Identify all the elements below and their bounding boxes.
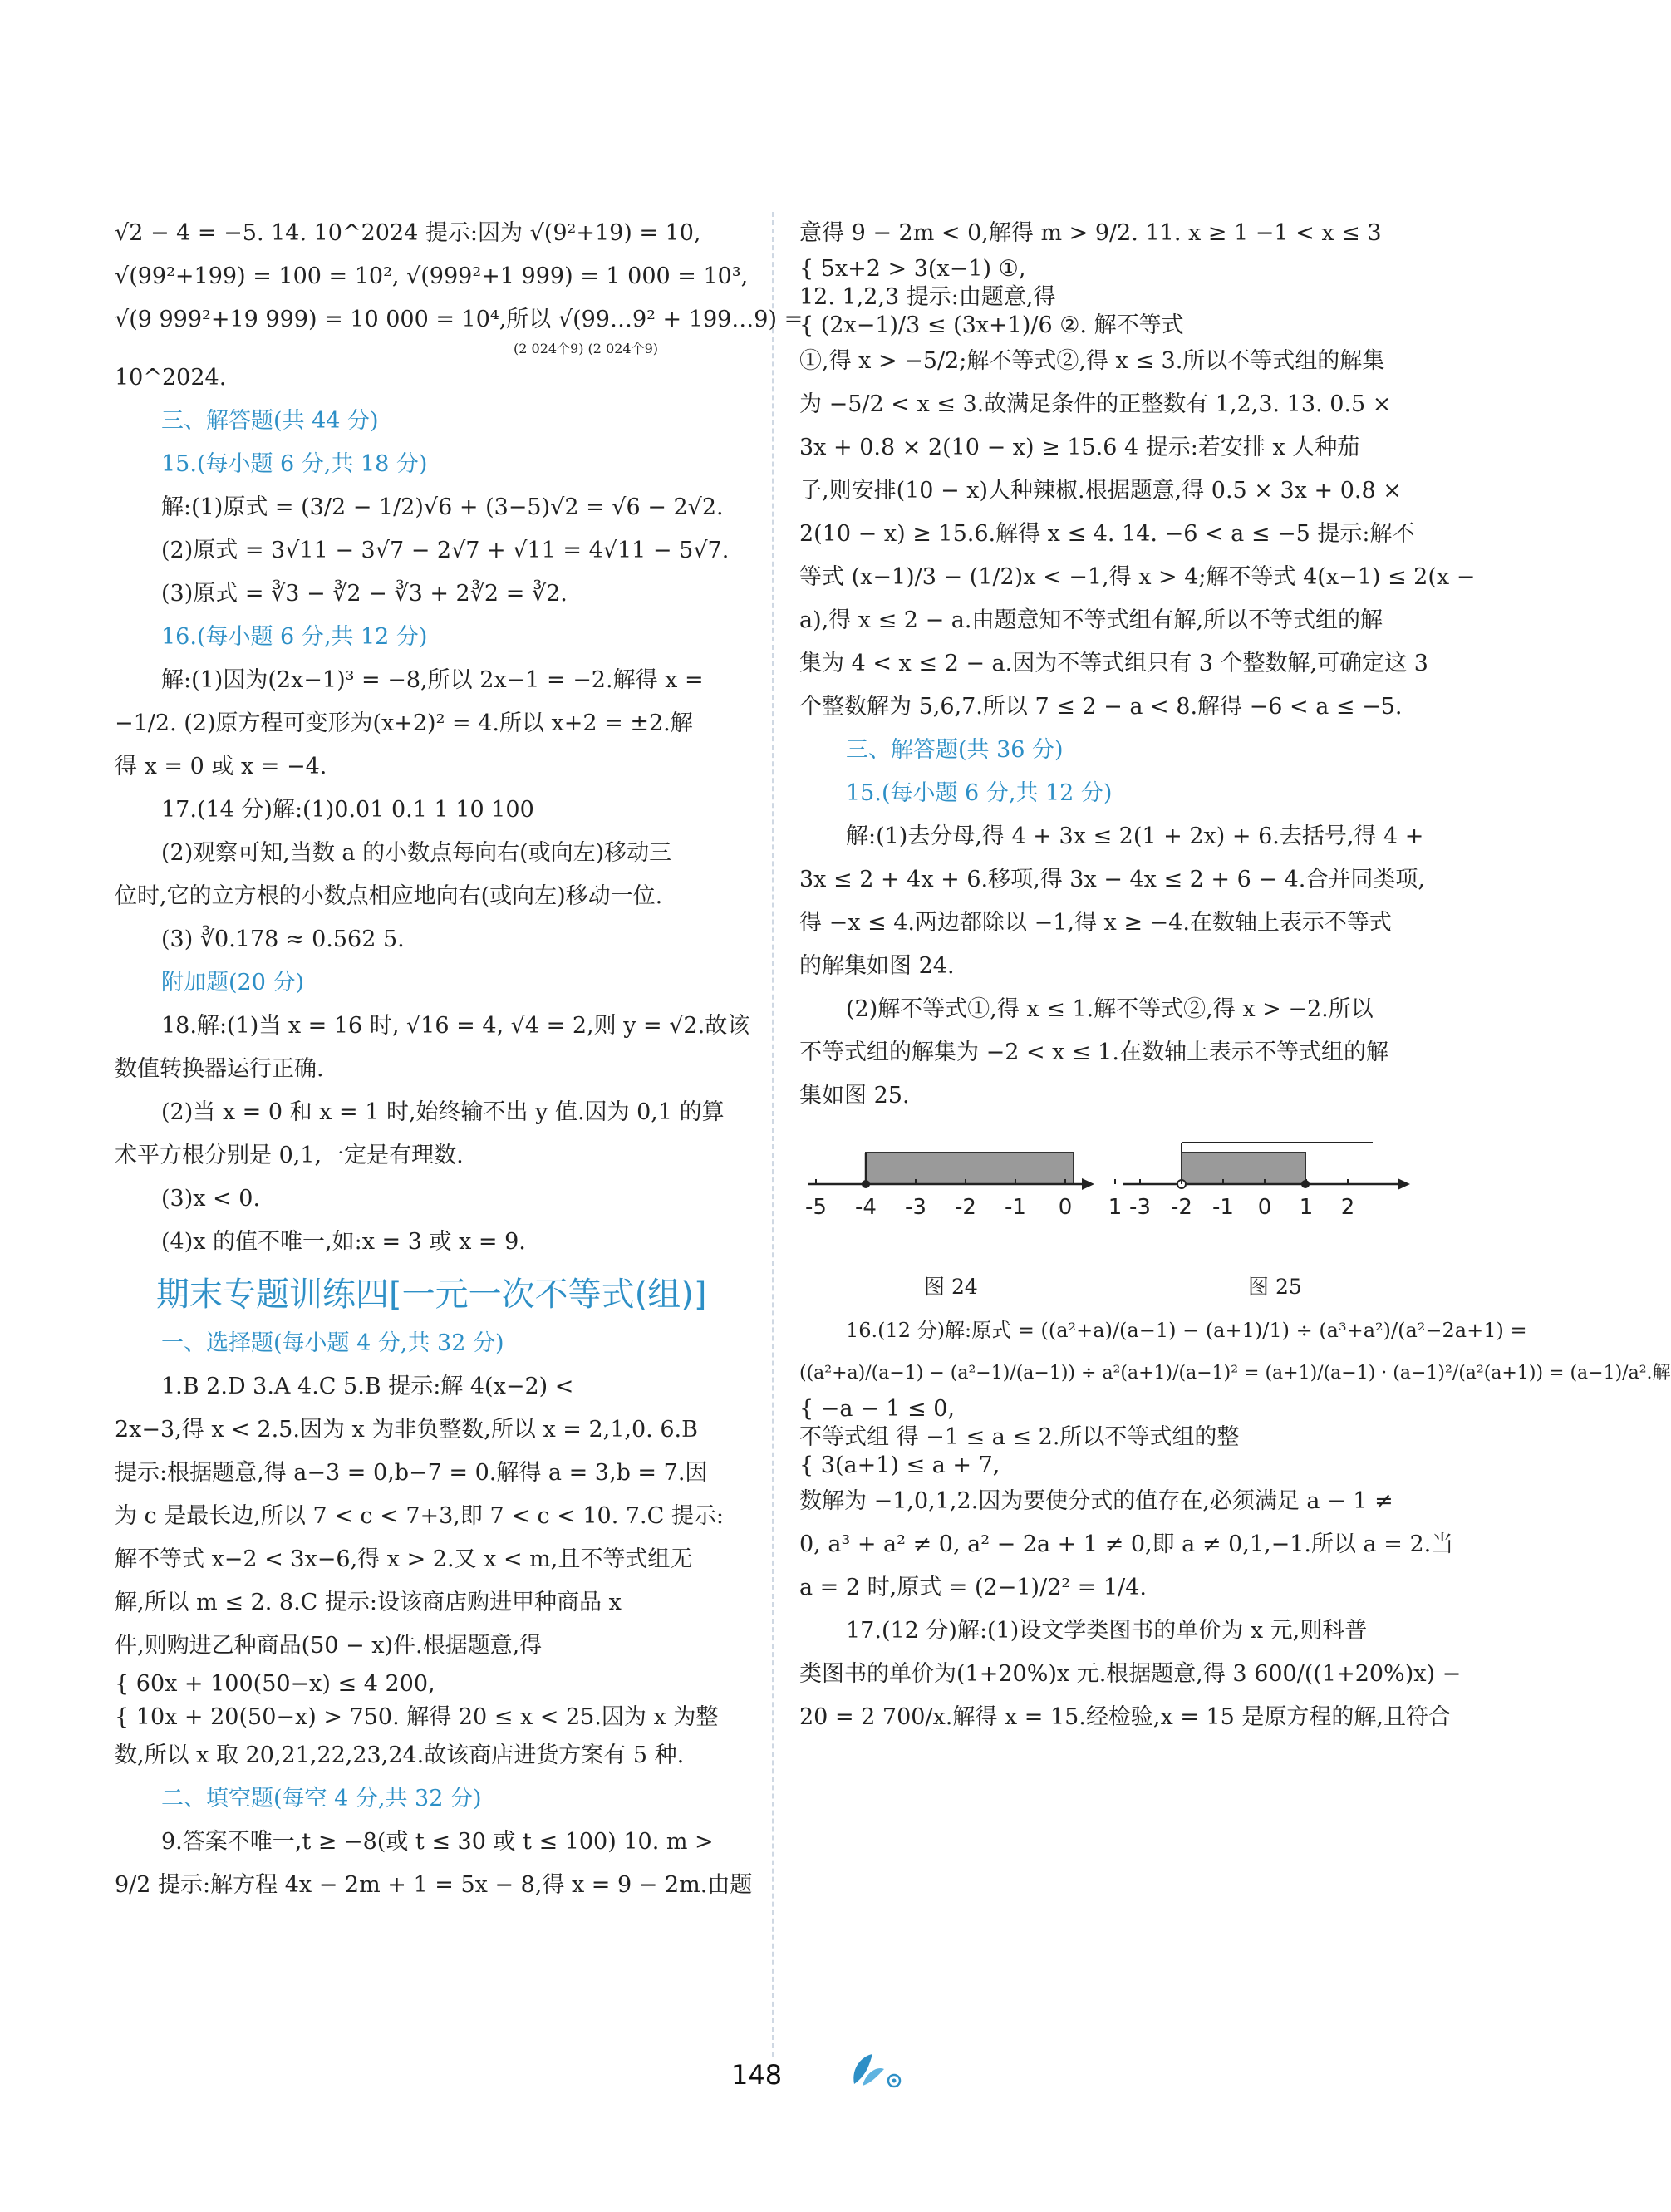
tick-label: 1 (1299, 1195, 1314, 1220)
text-line: 解,所以 m ≤ 2. 8.C 提示:设该商店购进甲种商品 x (115, 1590, 622, 1615)
text-line: 位时,它的立方根的小数点相应地向右(或向左)移动一位. (115, 883, 663, 909)
text-line: 集为 4 < x ≤ 2 − a.因为不等式组只有 3 个整数解,可确定这 3 (799, 651, 1428, 676)
section-heading: 三、解答题(共 36 分) (846, 737, 1064, 763)
question-heading: 15.(每小题 6 分,共 18 分) (161, 451, 428, 477)
text-line: 为 c 是最长边,所以 7 < c < 7+3,即 7 < c < 10. 7.C 提示: (115, 1503, 724, 1529)
text-line: 16.(12 分)解:原式 = ((a²+a)/(a−1) − (a+1)/1) ÷ (a³+a²)/(a²−2a+1) = (846, 1319, 1527, 1342)
number-line-figure-25 (1115, 1128, 1414, 1269)
text-line: 等式 (x−1)/3 − (1/2)x < −1,得 x > 4;解不等式 4(x−1) ≤ 2(x − (799, 564, 1476, 590)
tick-label: -1 (1212, 1195, 1234, 1220)
tick-label: 0 (1257, 1195, 1272, 1220)
text-line: ①,得 x > −5/2;解不等式②,得 x ≤ 3.所以不等式组的解集 (799, 348, 1385, 374)
text-line: 9/2 提示:解方程 4x − 2m + 1 = 5x − 8,得 x = 9 − 2m.由题 (115, 1872, 753, 1898)
text-line: 2(10 − x) ≥ 15.6.解得 x ≤ 4. 14. −6 < a ≤ −5 提示:解不 (799, 521, 1415, 547)
text-line: (3)原式 = ∛3 − ∛2 − ∛3 + 2∛2 = ∛2. (161, 581, 568, 607)
text-line: 解:(1)去分母,得 4 + 3x ≤ 2(1 + 2x) + 6.去括号,得 4 + (846, 823, 1424, 849)
text-line: √(9 999²+19 999) = 10 000 = 10⁴,所以 √(99…9² + 199…9) = (115, 307, 804, 332)
text-line: √(99²+199) = 100 = 10², √(999²+1 999) = 1 000 = 10³, (115, 263, 749, 289)
text-line: 17.(12 分)解:(1)设文学类图书的单价为 x 元,则科普 (846, 1618, 1368, 1644)
text-line: 为 −5/2 < x ≤ 3.故满足条件的正整数有 1,2,3. 13. 0.5 × (799, 391, 1392, 417)
tick-label: 2 (1340, 1195, 1355, 1220)
solution-region (866, 1153, 1074, 1184)
text-line: 17.(14 分)解:(1)0.01 0.1 1 10 100 (161, 797, 534, 823)
text-line: (3)x < 0. (161, 1186, 261, 1212)
page-number: 148 (731, 2059, 783, 2091)
text-line: 类图书的单价为(1+20%)x 元.根据题意,得 3 600/((1+20%)x) − (799, 1661, 1462, 1687)
question-heading: 15.(每小题 6 分,共 12 分) (846, 780, 1113, 806)
text-line: 得 x = 0 或 x = −4. (115, 754, 327, 779)
text-line: 0, a³ + a² ≠ 0, a² − 2a + 1 ≠ 0,即 a ≠ 0,1,−1.所以 a = 2.当 (799, 1531, 1454, 1557)
text-line: 解:(1)因为(2x−1)³ = −8,所以 2x−1 = −2.解得 x = (161, 667, 704, 693)
text-line: 不等式组 得 −1 ≤ a ≤ 2.所以不等式组的整 (799, 1424, 1240, 1450)
text-line: 意得 9 − 2m < 0,解得 m > 9/2. 11. x ≥ 1 −1 < x ≤ 3 (799, 220, 1382, 246)
text-line: √2 − 4 = −5. 14. 10^2024 提示:因为 √(9²+19) = 10, (115, 220, 701, 246)
text-line: 提示:根据题意,得 a−3 = 0,b−7 = 0.解得 a = 3,b = 7.因 (115, 1460, 708, 1486)
text-line: 的解集如图 24. (799, 953, 955, 979)
text-line: 2x−3,得 x < 2.5.因为 x 为非负整数,所以 x = 2,1,0. 6.B (115, 1417, 698, 1443)
left-column (115, 212, 804, 1907)
text-line: { 5x+2 > 3(x−1) ①, (799, 256, 1026, 282)
text-line: 3x ≤ 2 + 4x + 6.移项,得 3x − 4x ≤ 2 + 6 − 4.合并同类项, (799, 867, 1425, 892)
text-line: (2)观察可知,当数 a 的小数点每向右(或向左)移动三 (161, 840, 672, 866)
text-line: { (2x−1)/3 ≤ (3x+1)/6 ②. 解不等式 (799, 312, 1184, 338)
section-title: 期末专题训练四[一元一次不等式(组)] (156, 1276, 707, 1314)
number-line-figures (799, 1118, 1431, 1309)
text-line: 不等式组的解集为 −2 < x ≤ 1.在数轴上表示不等式组的解 (799, 1040, 1388, 1065)
text-line: { 10x + 20(50−x) > 750. 解得 20 ≤ x < 25.因为 x 为整 (115, 1704, 719, 1730)
arrow-icon (1398, 1178, 1410, 1190)
text-line: 10^2024. (115, 365, 227, 391)
section-heading: 一、选择题(每小题 4 分,共 32 分) (161, 1330, 504, 1356)
text-line: 解不等式 x−2 < 3x−6,得 x > 2.又 x < m,且不等式组无 (115, 1546, 693, 1572)
section-heading: 二、填空题(每空 4 分,共 32 分) (161, 1786, 482, 1811)
arrow-icon (1082, 1178, 1094, 1190)
tick-label: -3 (905, 1195, 926, 1220)
tick-label: -3 (1129, 1195, 1151, 1220)
text-line: 解:(1)原式 = (3/2 − 1/2)√6 + (3−5)√2 = √6 − 2√2. (161, 494, 724, 520)
underbrace-note: (2 024个9) (2 024个9) (514, 341, 659, 356)
text-line: 数,所以 x 取 20,21,22,23,24.故该商店进货方案有 5 种. (115, 1743, 685, 1768)
text-line: (2)解不等式①,得 x ≤ 1.解不等式②,得 x > −2.所以 (846, 996, 1374, 1022)
tick-label: -5 (805, 1195, 827, 1220)
tick-label: -2 (1171, 1195, 1192, 1220)
tick-label: 0 (1058, 1195, 1073, 1220)
right-column (799, 212, 1671, 1739)
text-line: 3x + 0.8 × 2(10 − x) ≥ 15.6 4 提示:若安排 x 人种茄 (799, 435, 1360, 460)
text-line: 9.答案不唯一,t ≥ −8(或 t ≤ 30 或 t ≤ 100) 10. m > (161, 1829, 714, 1855)
leaf-ornament-icon (848, 2051, 906, 2092)
text-line: 术平方根分别是 0,1,一定是有理数. (115, 1143, 464, 1168)
text-line: 集如图 25. (799, 1083, 910, 1108)
text-line: (2)当 x = 0 和 x = 1 时,始终输不出 y 值.因为 0,1 的算 (161, 1099, 725, 1125)
text-line: 1.B 2.D 3.A 4.C 5.B 提示:解 4(x−2) < (161, 1374, 574, 1399)
section-heading: 附加题(20 分) (161, 970, 305, 995)
text-line: { −a − 1 ≤ 0, (799, 1396, 955, 1422)
text-line: 数值转换器运行正确. (115, 1056, 324, 1082)
text-line: 得 −x ≤ 4.两边都除以 −1,得 x ≥ −4.在数轴上表示不等式 (799, 910, 1392, 936)
text-line: 子,则安排(10 − x)人种辣椒.根据题意,得 0.5 × 3x + 0.8 × (799, 478, 1402, 504)
tick-label: -2 (955, 1195, 976, 1220)
text-line: 20 = 2 700/x.解得 x = 15.经检验,x = 15 是原方程的解,且符合 (799, 1704, 1452, 1730)
text-line: a = 2 时,原式 = (2−1)/2² = 1/4. (799, 1575, 1147, 1600)
text-line: (2)原式 = 3√11 − 3√7 − 2√7 + √11 = 4√11 − 5√7. (161, 538, 730, 563)
text-line: 数解为 −1,0,1,2.因为要使分式的值存在,必须满足 a − 1 ≠ (799, 1488, 1393, 1514)
text-line: { 60x + 100(50−x) ≤ 4 200, (115, 1671, 435, 1697)
number-line-figure-24 (799, 1128, 1123, 1269)
text-line: 12. 1,2,3 提示:由题意,得 (799, 284, 1056, 310)
text-line: −1/2. (2)原方程可变形为(x+2)² = 4.所以 x+2 = ±2.解 (115, 710, 693, 736)
text-line: a),得 x ≤ 2 − a.由题意知不等式组有解,所以不等式组的解 (799, 607, 1383, 633)
tick-label: 1 (1108, 1195, 1123, 1220)
tick-label: -1 (1005, 1195, 1026, 1220)
text-line: 18.解:(1)当 x = 16 时, √16 = 4, √4 = 2,则 y = √2.故该 (161, 1013, 750, 1039)
figure-label: 图 25 (1248, 1275, 1302, 1299)
figure-label: 图 24 (924, 1275, 978, 1299)
section-heading: 三、解答题(共 44 分) (161, 408, 379, 434)
text-line: 件,则购进乙种商品(50 − x)件.根据题意,得 (115, 1633, 543, 1659)
text-line: (4)x 的值不唯一,如:x = 3 或 x = 9. (161, 1229, 526, 1255)
text-line: ((a²+a)/(a−1) − (a²−1)/(a−1)) ÷ a²(a+1)/(a−1)² = (a+1)/(a−1) · (a−1)²/(a²(a+1)) = (a−1)/a².解 (799, 1363, 1671, 1384)
column-divider (772, 212, 774, 2057)
solution-region (1182, 1153, 1305, 1184)
question-heading: 16.(每小题 6 分,共 12 分) (161, 624, 428, 650)
text-line: 个整数解为 5,6,7.所以 7 ≤ 2 − a < 8.解得 −6 < a ≤ −5. (799, 694, 1403, 720)
text-line: { 3(a+1) ≤ a + 7, (799, 1453, 1000, 1478)
text-line: (3) ∛0.178 ≈ 0.562 5. (161, 927, 405, 952)
tick-label: -4 (855, 1195, 877, 1220)
